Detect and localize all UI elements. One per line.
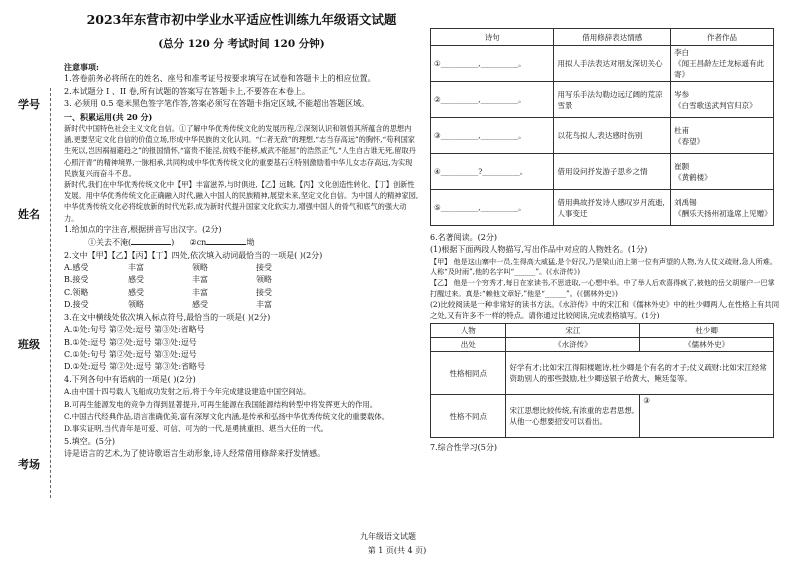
question-6-part1: (1)根据下面两段人物描写,写出作品中对应的人物姓名。(1分) [430, 245, 648, 255]
option-word: 丰富 [256, 300, 272, 310]
question-4-option: A.由中国十四号载人飞船成功发射之后,将于今年完成建设建造中国空间站。 [64, 387, 311, 397]
answer-blank[interactable] [131, 236, 171, 245]
question-1: 1.给加点的字注音,根据拼音写出汉字。(2分) [64, 224, 222, 234]
question-2-option [64, 299, 419, 311]
poem-line-blank[interactable]: ②__________,__________。 [431, 82, 554, 118]
comparison-answer-blank[interactable]: ③ [640, 395, 774, 438]
poem-row [431, 190, 774, 226]
poem-row [431, 82, 774, 118]
option-word: C.领略 [64, 287, 89, 297]
poem-emotion: 以花鸟拟人,表达感时伤别 [554, 118, 671, 154]
comparison-diff-row: 性格不同点 宋江思想比较传统,有浓重的忠君思想,从他一心想要招安可以看出。 ③ [431, 395, 774, 438]
option-word: 丰富 [192, 275, 208, 285]
question-3-option: B.①处:逗号 第②处:逗号 第③处:逗号 [64, 337, 197, 347]
section1-heading: 一、积累运用(共 20 分) [64, 111, 153, 122]
option-word: 领略 [192, 263, 208, 273]
option-word: 感受 [128, 275, 144, 285]
option-word: 接受 [256, 263, 272, 273]
page-number: 第 1 页(共 4 页) [367, 546, 427, 555]
header-cell: 借用修辞表达情感 [554, 29, 671, 46]
poem-row [431, 154, 774, 190]
option-word: 领略 [128, 300, 144, 310]
option-word: D.接受 [64, 300, 89, 310]
poem-line-blank[interactable]: ⑤__________,__________。 [431, 190, 554, 226]
header-cell: 作者作品 [671, 29, 774, 46]
comparison-table [430, 323, 774, 438]
option-word: 领略 [256, 275, 272, 285]
poem-emotion: 借用设问抒发游子思乡之情 [554, 154, 671, 190]
option-word: 接受 [256, 287, 272, 297]
notice-item: 1.答卷前务必将所在的姓名、座号和准考证号按要求填写在试卷和答题卡上的相应位置。 [64, 74, 376, 84]
question-4-option: B.可再生能源发电的竞争力得到显著提升,可再生能源在我国能源结构转型中将发挥更大的作用。 [64, 399, 378, 409]
question-4-option: C.中国古代经典作品,语言准确优美,富有深厚文化内涵,是传承和弘扬中华优秀传统文化的重要载体。 [64, 411, 390, 421]
question-6: 6.名著阅读。(2分) [430, 233, 497, 242]
option-word: 感受 [192, 300, 208, 310]
right-column [430, 28, 780, 455]
comparison-same-row: 性格相同点 好学有才;比如宋江得阳楼题诗,杜少卿是个有名的才子;仗义疏财:比如宋江经常资助别人的那些鼓励,杜少卿送银子给黄大、鲍廷玺等。 [431, 352, 774, 395]
question-3: 3.在文中横线处依次填入标点符号,最恰当的一项是( )(2分) [64, 312, 271, 322]
question-6-yi: 【乙】 他是一个穷秀才,每日在家读书,不思进取,一心想中举。中了举人后欢喜得疯了,被他的岳父胡屠户一巴掌打醒过来。真是:“赖他文章好,”他是“______”。(《儒林外史》) [430, 278, 775, 298]
poem-line-blank[interactable]: ④__________?__________。 [431, 154, 554, 190]
question-2-option [64, 287, 419, 299]
question-3-option: A.①处:句号 第②处:逗号 第③处:省略号 [64, 325, 205, 335]
question-5-text: 诗是语言的艺术,为了使诗歌语言生动形象,诗人经常借用修辞来抒发情感。 [64, 449, 326, 459]
notice-item: 2.本试题分 I 、II 卷,所有试题的答案写在答题卡上,不要答在本卷上。 [64, 86, 310, 96]
exam-subtitle: (总分 120 分 考试时间 120 分钟) [158, 38, 325, 50]
question-3-option: C.①处:句号 第②处:逗号 第③处:逗号 [64, 349, 197, 359]
header-cell: 诗句 [431, 29, 554, 46]
question-2: 2.文中【甲】【乙】【丙】【丁】四处,依次填入动词最恰当的一项是( )(2分) [64, 250, 323, 260]
passage-paragraph: 新时代中国特色社会主义文化自信。①了解中华优秀传统文化的发展历程,②深刻认识和领悟其所蕴含的思想内涵,更要坚定文化自信的价值立场,形成中华民族的文化认同。“仁者无敌”的理想,“志当存高远”的胸怀,“苟利国家生死以,岂因祸福避趋之”的报国情怀,“富贵不能淫,贫贱不能移,威武不能屈”的浩然正气,“人生自古谁无死,留取丹心照汗青”的精神境界,一脉相承,共同构成中华优秀传统文化的重要基石④特别激励着中华儿女志存高远,为实现民族复兴而奋斗不息。 [64, 124, 416, 178]
question-2-option [64, 262, 419, 274]
left-column [64, 8, 419, 461]
comparison-header: 人物 宋江 杜少卿 [431, 324, 774, 338]
poem-author-work: 刘禹锡 《酬乐天扬州初逢席上见赠》 [671, 190, 774, 226]
poem-author-work: 李白 《闻王昌龄左迁龙标遥有此寄》 [671, 46, 774, 82]
side-label-exam-room: 考场 [18, 458, 40, 471]
question-6-part2: (2)比较阅读是一种非常好的读书方法。《水浒传》中的宋江和《儒林外史》中的杜少卿两人,在性格上有共同之处,又有许多不一样的特点。请你通过比较阅读,完成表格填写。(1分) [430, 300, 780, 321]
question-2-option [64, 274, 419, 286]
poem-emotion: 用写乐手法勾勒边远辽阔的荒凉雪景 [554, 82, 671, 118]
exam-title: 2023年东营市初中学业水平适应性训练九年级语文试题 [86, 12, 397, 27]
question-3-option: D.①处:逗号 第②处:逗号 第③处:省略号 [64, 362, 206, 372]
poem-table-header [431, 29, 774, 46]
question-4-option: D.事实证明,当代青年是可爱、可信、可为的一代,是勇挑重担、堪当大任的一代。 [64, 424, 328, 434]
question-4: 4.下列各句中有语病的一项是( )(2分) [64, 374, 196, 384]
question-1-items: ①关去不淹( ) ②cn 坳 [88, 238, 255, 248]
question-2-options [64, 262, 419, 312]
option-word: 感受 [128, 287, 144, 297]
poem-row [431, 118, 774, 154]
poem-author-work: 杜甫 《春望》 [671, 118, 774, 154]
notice-item: 3. 必须用 0.5 毫米黑色签字笔作答,答案必须写在答题卡指定区域,不能超出答题区域。 [64, 99, 370, 109]
comparison-source-row: 出处 《水浒传》 《儒林外史》 [431, 338, 774, 352]
seal-line [50, 88, 51, 498]
poem-row [431, 46, 774, 82]
question-6-jia: 【甲】 他是这山寨中一员,生得高大威猛,是个好汉,乃是梁山泊上第一位有声望的人物,为人仗义疏财,急人所难。人称“及时雨”,他的名字叫“______”。(《水浒传》) [430, 256, 777, 277]
option-word: A.感受 [64, 263, 89, 273]
poem-emotion: 用拟人手法表达对朋友深切关心 [554, 46, 671, 82]
question-5: 5.填空。(5分) [64, 436, 115, 446]
passage-paragraph: 新时代,我们在中华优秀传统文化中【甲】丰富滋养,与时俱进,【乙】远眺,【丙】文化创造性转化、【丁】创新性发展。用中华优秀传统文化正确融入时代,融入中国人的民族精神,展望未来,坚定文化自信。为中国人的精神家园,中华优秀传统文化必将绽放新的时代光彩,成为新时代提升国家文化软实力,增强中国人的骨气和底气的强大动力。 [64, 180, 419, 223]
side-label-name: 姓名 [18, 208, 40, 221]
poem-table [430, 28, 774, 226]
poem-line-blank[interactable]: ③__________,__________。 [431, 118, 554, 154]
notice-heading: 注意事项: [64, 62, 99, 72]
answer-blank[interactable] [206, 236, 246, 245]
footer-label: 九年级语文试题 [360, 532, 416, 541]
option-word: B.接受 [64, 275, 89, 285]
option-word: 丰富 [192, 287, 208, 297]
side-label-class: 班级 [18, 338, 40, 351]
poem-author-work: 岑参 《白雪歌送武判官归京》 [671, 82, 774, 118]
student-info-band [14, 88, 56, 498]
poem-emotion: 借用典故抒发诗人感叹岁月流逝,人事变迁 [554, 190, 671, 226]
poem-line-blank[interactable]: ①__________,__________。 [431, 46, 554, 82]
poem-author-work: 崔颢 《黄鹤楼》 [671, 154, 774, 190]
question-7: 7.综合性学习(5分) [430, 443, 497, 453]
side-label-student-number: 学号 [18, 98, 40, 111]
option-word: 丰富 [128, 263, 144, 273]
